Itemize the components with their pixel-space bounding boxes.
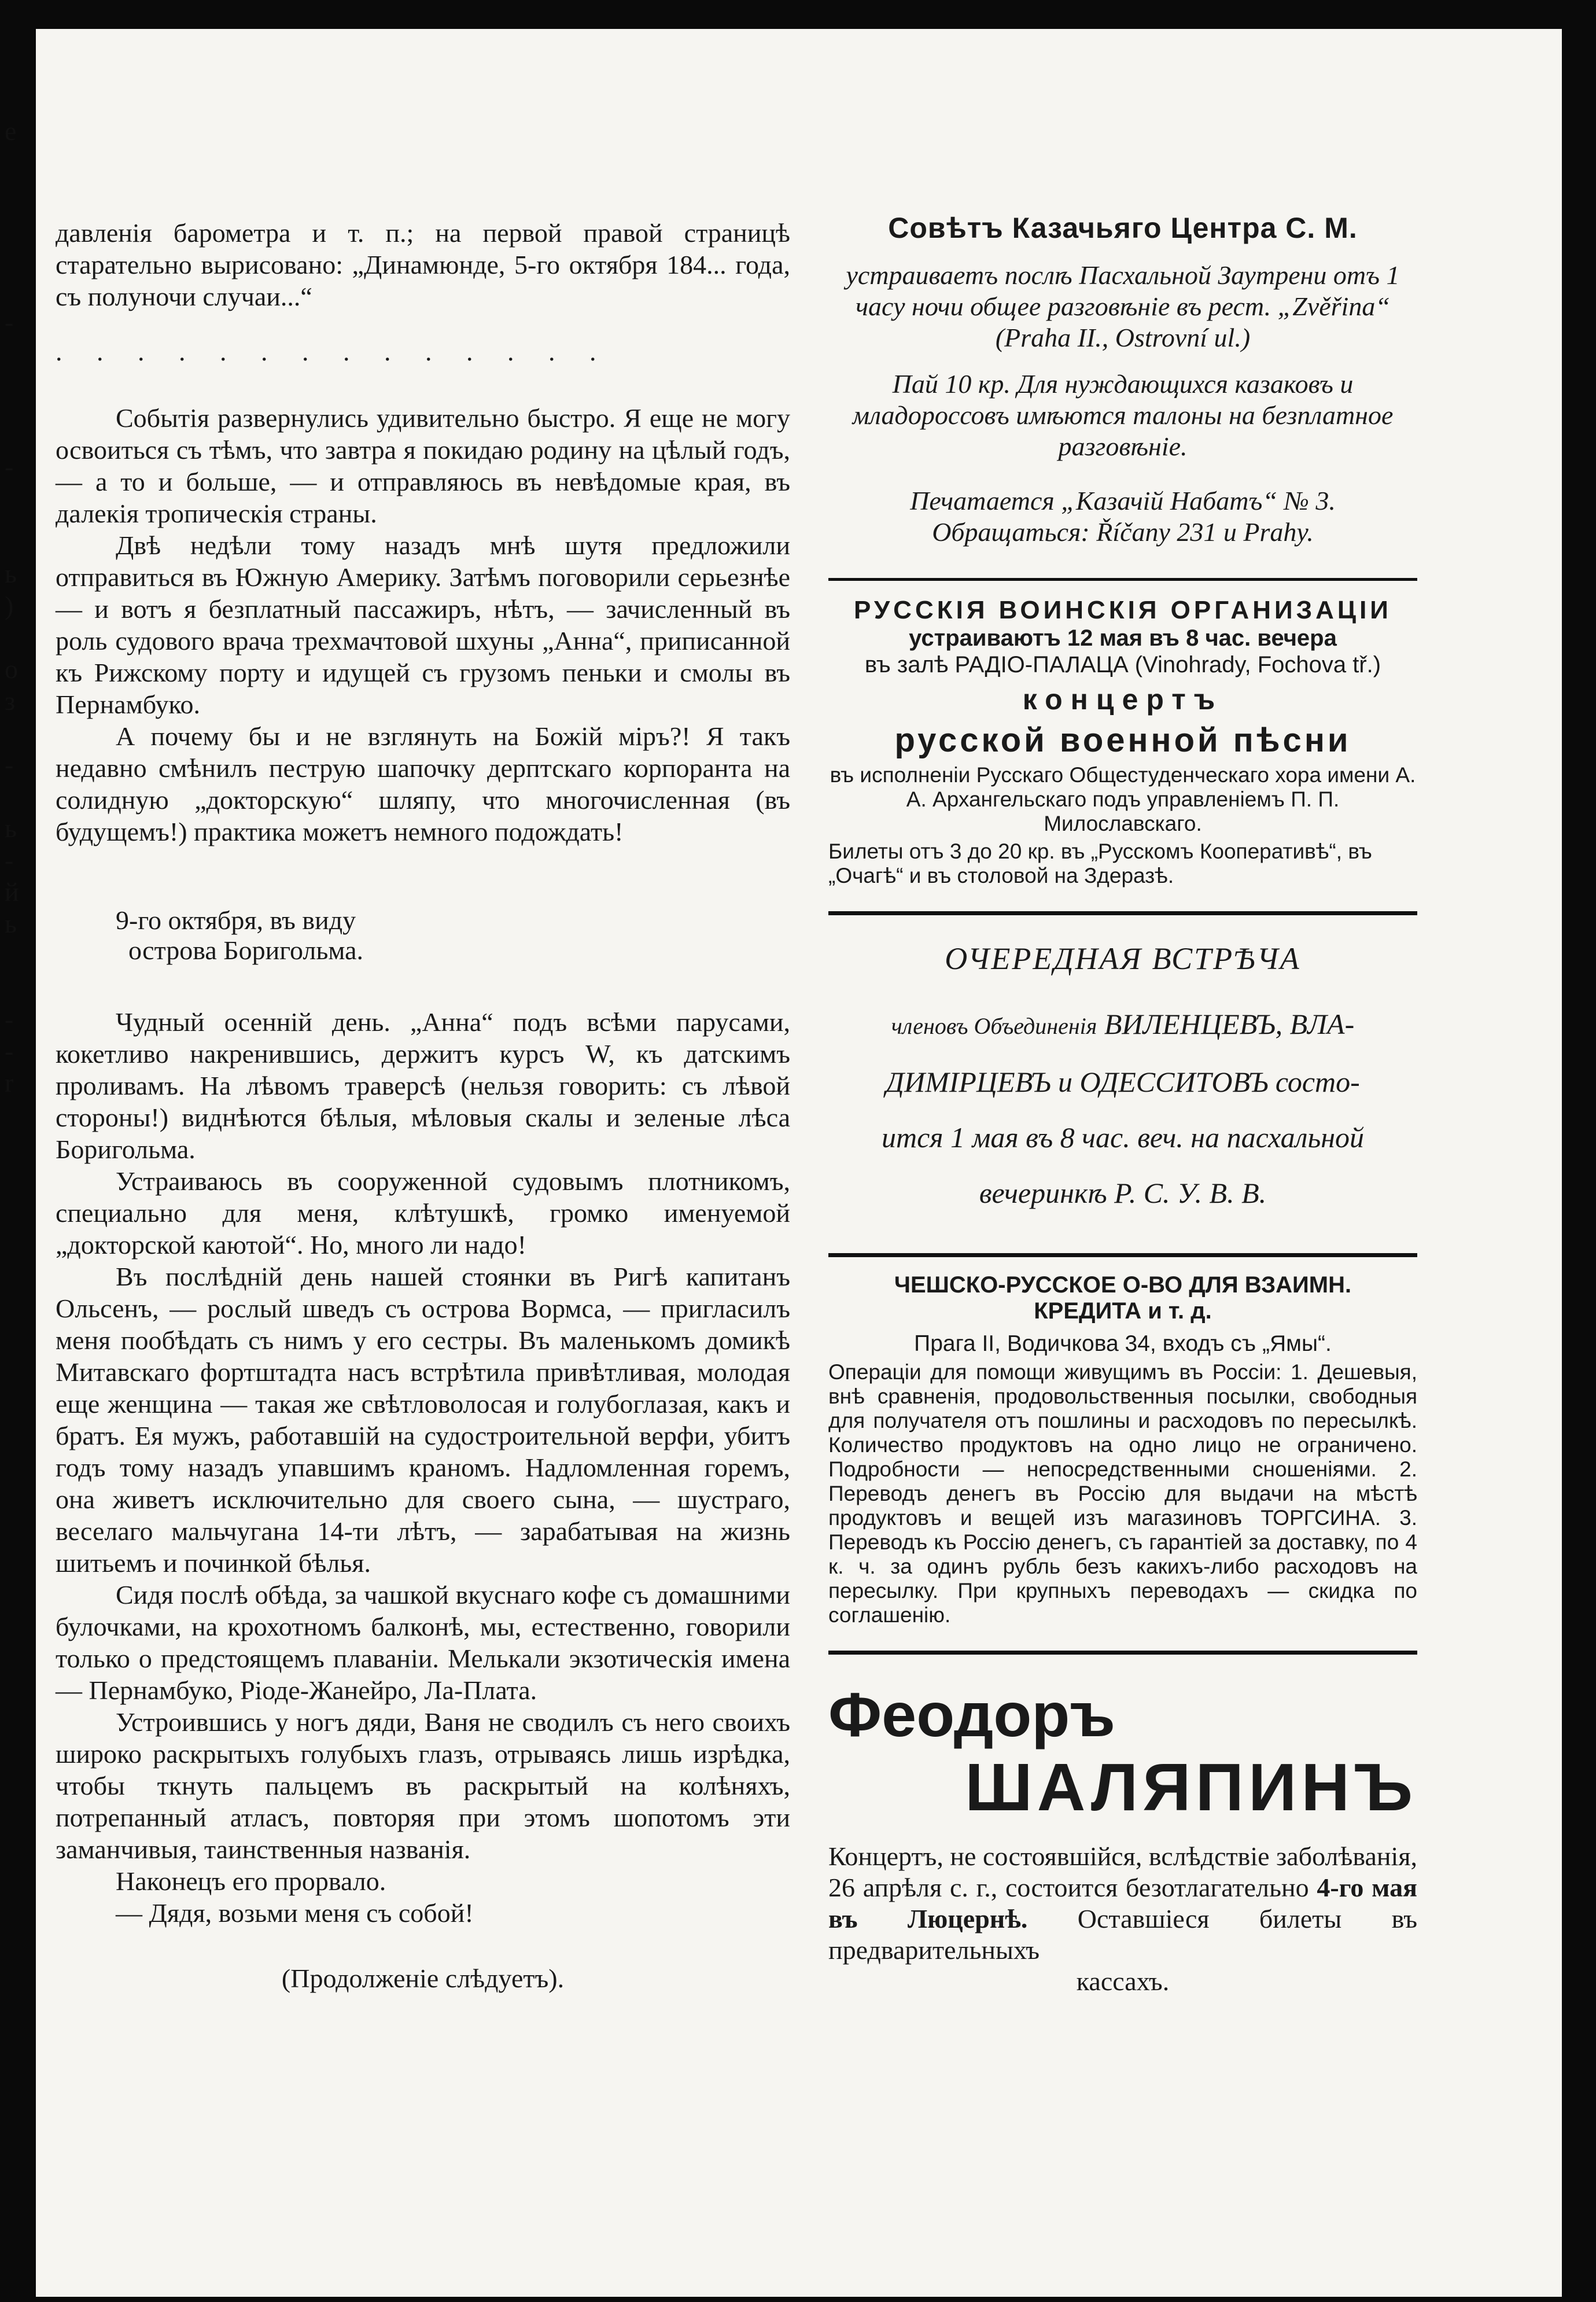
story-paragraph: Чудный осенній день. „Анна“ подъ всѣми парусами, кокетливо накренившись, держитъ курсъ W, къ датскимъ проливамъ. На лѣвомъ траверсѣ (нельзя говорить: съ лѣвой стороны!) виднѣются бѣлыя, мѣловыя скалы и зеленые лѣса Боригольма.: [56, 1007, 790, 1164]
credit-society-title-2: КРЕДИТА и т. д.: [1034, 1298, 1212, 1324]
edge-char: о: [5, 654, 18, 684]
chaliapin-last-name: ШАЛЯПИНЪ: [965, 1749, 1417, 1825]
announcements-column: [828, 211, 1417, 1997]
meeting-notice: [828, 941, 1417, 1221]
binding-strip: [0, 0, 36, 2302]
cossack-notice-fee: Пай 10 кр. Для нуждающихся казаковъ и младороссовъ имѣются талоны на безплатное разговѣніе.: [852, 369, 1394, 461]
military-org-title: РУССКІЯ ВОИНСКІЯ ОРГАНИЗАЦІИ: [854, 596, 1392, 624]
story-paragraph: Двѣ недѣли тому назадъ мнѣ шутя предложили отправиться въ Южную Америку. Затѣмъ поговорили серьезнѣе — и вотъ я безплатный пассажиръ, нѣтъ, — зачисленный въ роль судового врача трехмачтовой шхуны „Анна“, приписанной къ Рижскому порту и идущей съ грузомъ пеньки и смолы въ Пернамбуко.: [56, 531, 790, 719]
story-intro: давленія барометра и т. п.; на первой правой страницѣ старательно вырисовано: „Динамюнде, 5-го октября 184... года, съ полуночи случаи...“: [56, 218, 790, 311]
story-paragraph: А почему бы и не взглянуть на Божій міръ?! Я такъ недавно смѣнилъ пеструю шапочку дерптскаго корпоранта на солидную „докторскую“ шляпу, что многочисленная (въ будущемъ!) практика можетъ немного подождать!: [56, 721, 790, 846]
chaliapin-tickets-end: кассахъ.: [1076, 1966, 1170, 1996]
credit-society-notice: [828, 1272, 1417, 1627]
concert-performers: въ исполненіи Русскаго Общестуденческаго хора имени А. А. Архангельскаго подъ управленіемъ П. П. Милославскаго.: [830, 763, 1416, 835]
concert-venue: въ залѣ РАДІО-ПАЛАЦА (Vinohrady, Fochova tř.): [864, 652, 1381, 677]
edge-char: -: [5, 1036, 14, 1066]
chaliapin-concert-notice: [828, 1680, 1417, 1997]
story-paragraph: — Дядя, возьми меня съ собой!: [116, 1898, 474, 1928]
story-paragraph: Устраиваюсь въ сооруженной судовымъ плотникомъ, специально для меня, клѣтушкѣ, громко именуемой „докторской каютой“. Но, много ли надо!: [56, 1166, 790, 1259]
story-paragraph: Устроившись у ногъ дяди, Ваня не сводилъ съ него своихъ широко раскрытыхъ голубыхъ глазъ, отрываясь лишь изрѣдка, чтобы ткнуть пальцемъ въ раскрытый на колѣняхъ, потрепанный атласъ, повторяя при этомъ шопотомъ эти заманчивыя, таинственныя названія.: [56, 1707, 790, 1864]
divider: [828, 1651, 1417, 1655]
chaliapin-body: Концертъ, не состоявшійся, вслѣдствіе заболѣванія, 26 апрѣля с. г., состоится безотлагательно: [828, 1841, 1417, 1902]
meeting-line: ится 1 мая въ 8 час. веч. на пасхальной: [881, 1121, 1365, 1154]
story-paragraph: Наконецъ его прорвало.: [116, 1866, 386, 1896]
concert-tickets: Билеты отъ 3 до 20 кр. въ „Русскомъ Кооперативѣ“, въ „Очагѣ“ и въ столовой на Здеразѣ.: [828, 839, 1372, 887]
edge-char: ь: [5, 813, 17, 843]
edge-char: е: [5, 116, 17, 146]
story-paragraph: Сидя послѣ обѣда, за чашкой вкуснаго кофе съ домашними булочками, на крохотномъ балконѣ, мы, естественно, говорили только о предстоящемъ плаваніи. Мелькали экзотическія имена — Пернамбуко, Ріоде-Жанейро, Ла-Плата.: [56, 1580, 790, 1705]
meeting-title: ОЧЕРЕДНАЯ ВСТРѢЧА: [945, 941, 1301, 976]
edge-char: -: [5, 1004, 14, 1034]
story-paragraph: Въ послѣдній день нашей стоянки въ Ригѣ капитанъ Ольсенъ, — рослый шведъ съ острова Вормса, — пригласилъ меня пообѣдать съ нимъ у его сестры. Въ маленькомъ домикѣ Митавскаго фортштадта насъ встрѣтила привѣтливая, молодая еще женщина — такая же свѣтловолосая и голубоглазая, какъ и братъ. Ея мужъ, работавшій на судостроительной верфи, убитъ годъ тому назадъ упавшимъ краномъ. Надломленная горемъ, она живетъ исключительно для своего сына, — шустраго, веселаго мальчугана 14-ти лѣтъ, — зарабатывая на жизнь шитьемъ и починкой бѣлья.: [56, 1262, 790, 1578]
to-be-continued: (Продолженіе слѣдуетъ).: [281, 1964, 565, 1993]
edge-char: ь: [5, 559, 17, 588]
credit-society-body: Операціи для помощи живущимъ въ Россіи: 1. Дешевыя, внѣ сравненія, продовольственныя посылки, свободныя для получателя отъ пошлины и расходовъ по пересылкѣ. Количество продуктовъ на одно лицо не ограничено. Подробности — непосредственными сношеніями. 2. Переводъ денегъ въ Россію для выдачи на мѣстѣ продуктовъ и вещей изъ магазиновъ ТОРГСИНА. 3. Переводъ къ Россію денегъ, съ гарантіей за доставку, по 4 к. ч. за одинъ рубль безъ какихъ-либо расходовъ на пересылку. При крупныхъ переводахъ — скидка по соглашенію.: [828, 1360, 1417, 1627]
military-concert-notice: [828, 596, 1417, 888]
story-column: [56, 217, 790, 1994]
edge-char: -: [5, 750, 14, 779]
cossack-center-notice: [828, 211, 1417, 548]
story-paragraph: Событія развернулись удивительно быстро. Я еще не могу освоиться съ тѣмъ, что завтра я покидаю родину на цѣлый годъ, — а то и больше, — и отправляюсь въ невѣдомые края, въ далекія тропическія страны.: [56, 403, 790, 528]
cossack-notice-title: Совѣтъ Казачьяго Центра С. М.: [888, 212, 1358, 244]
diary-place-line: острова Боригольма.: [128, 935, 364, 965]
concert-subject: русской военной пѣсни: [894, 721, 1351, 759]
edge-char: -: [5, 845, 14, 875]
edge-char: -: [5, 452, 14, 481]
edge-char: ): [5, 591, 14, 620]
diary-date-line: 9-го октября, въ виду: [116, 905, 356, 935]
edge-char: й: [5, 877, 19, 907]
divider: [828, 1253, 1417, 1257]
concert-date: устраиваютъ 12 мая въ 8 час. вечера: [909, 625, 1337, 651]
credit-society-title: ЧЕШСКО-РУССКОЕ О-ВО ДЛЯ ВЗАИМН.: [894, 1272, 1352, 1298]
edge-char: r: [5, 1068, 14, 1097]
chaliapin-tickets: Оставшіеся билеты въ предварительныхъ: [828, 1904, 1417, 1965]
cossack-notice-publication: Печатается „Казачій Набатъ“ № 3. Обращаться: Říčany 231 u Prahy.: [910, 486, 1336, 547]
meeting-line: ДИМІРЦЕВЪ и ОДЕССИТОВЪ состо-: [886, 1066, 1360, 1098]
meeting-line: вечеринкѣ Р. С. У. В. В.: [979, 1177, 1267, 1209]
edge-char: ь: [5, 909, 17, 938]
section-dots: . . . . . . . . . . . . . .: [56, 337, 610, 366]
chaliapin-first-name: Феодоръ: [828, 1679, 1116, 1749]
edge-char: -: [5, 307, 14, 337]
meeting-line-small: членовъ Объединенія: [891, 1013, 1097, 1039]
divider: [828, 911, 1417, 915]
cossack-notice-body: устраиваетъ послѣ Пасхальной Заутрени отъ 1 часу ночи общее разговѣніе въ рест. „Zvěřina“ (Praha II., Ostrovní ul.): [846, 260, 1400, 352]
edge-char: з: [5, 686, 16, 716]
credit-society-address: Прага II, Водичкова 34, входъ съ „Ямы“.: [914, 1331, 1332, 1356]
concert-heading: концертъ: [1022, 683, 1223, 716]
divider: [828, 578, 1417, 581]
meeting-line: ВИЛЕНЦЕВЪ, ВЛА-: [1104, 1008, 1355, 1040]
chaliapin-date: 4-го мая въ Люцернѣ.: [828, 1873, 1417, 1933]
